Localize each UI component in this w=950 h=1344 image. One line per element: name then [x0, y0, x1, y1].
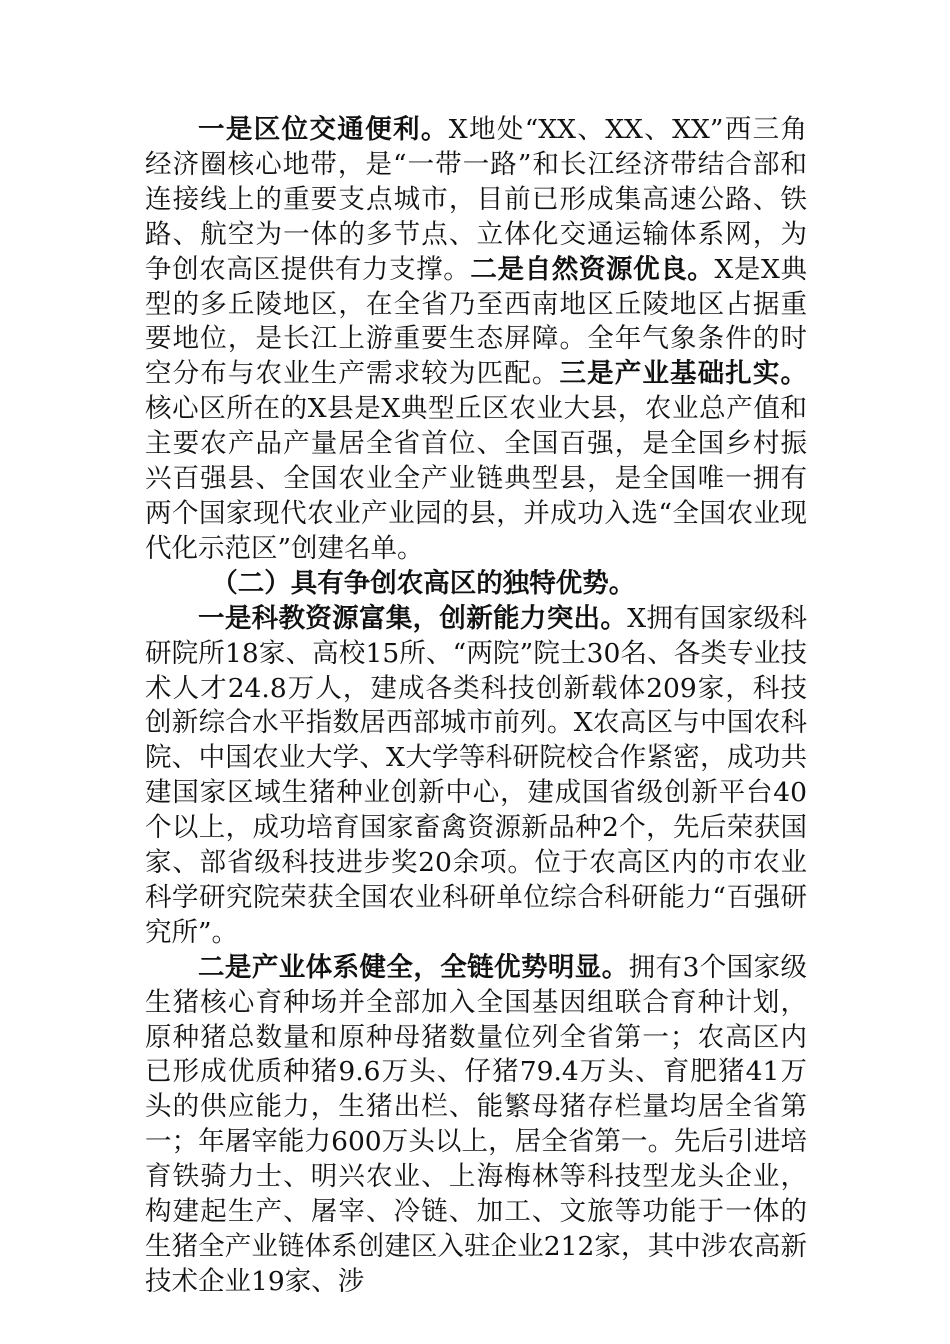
section-heading: （二）具有争创农高区的独特优势。	[211, 567, 636, 599]
point-2-title: 二是自然资源优良。	[470, 253, 715, 285]
advantage-2-text: 拥有3个国家级生猪核心育种场并全部加入全国基因组联合育种计划，原种猪总数量和原种母猪数量位列全省第一；农高区内已形成优质种猪9.6万头、仔猪79.4万头、育肥猪41万头的供应能力，生猪出栏、能繁母猪存栏量均居全省第一；年屠宰能力600万头以上，居全省第一。先后引进培育铁骑力士、明兴农业、上海梅林等科技型龙头企业，构建起生产、屠宰、冷链、加工、文旅等功能于一体的生猪全产业链体系创建区入驻企业212家，其中涉农高新技术企业19家、涉	[145, 951, 807, 1297]
point-2-text: X是X典型的多丘陵地区，在全省乃至西南地区丘陵地区占据重要地位，是长江上游重要生态屏障。全年气象条件的时空分布与农业生产需求较为匹配。	[145, 253, 808, 390]
advantage-1-text: X拥有国家级科研院所18家、高校15所、“两院”院士30名、各类专业技术人才24.8万人，建成各类科技创新载体209家，科技创新综合水平指数居西部城市前列。X农高区与中国农科院、中国农业大学、X大学等科研院校合作紧密，成功共建国家区域生猪种业创新中心，建成国省级创新平台40个以上，成功培育国家畜禽资源新品种2个，先后荣获国家、部省级科技进步奖20余项。位于农高区内的市农业科学研究院荣获全国农业科研单位综合科研能力“百强研究所”。	[145, 602, 807, 948]
document-body	[145, 113, 807, 1300]
point-1-text: X地处“XX、XX、XX”西三角经济圈核心地带，是“一带一路”和长江经济带结合部和连接线上的重要支点城市，目前已形成集高速公路、铁路、航空为一体的多节点、立体化交通运输体系网，为争创农高区提供有力支撑。	[145, 114, 808, 285]
advantage-1-title: 一是科教资源富集，创新能力突出。	[198, 602, 628, 634]
paragraph-science-education	[145, 602, 807, 951]
paragraph-industry-system	[145, 951, 807, 1300]
point-1-title: 一是区位交通便利。	[198, 114, 449, 145]
advantage-2-title: 二是产业体系健全，全链优势明显。	[198, 951, 629, 983]
point-3-text: 核心区所在的X县是X典型丘区农业大县，农业总产值和主要农产品产量居全省首位、全国百强，是全国乡村振兴百强县、全国农业全产业链典型县，是全国唯一拥有两个国家现代农业产业园的县，并成功入选“全国农业现代化示范区”创建名单。	[145, 393, 807, 564]
paragraph-location-resources	[145, 113, 807, 567]
point-3-title: 三是产业基础扎实。	[559, 358, 808, 390]
